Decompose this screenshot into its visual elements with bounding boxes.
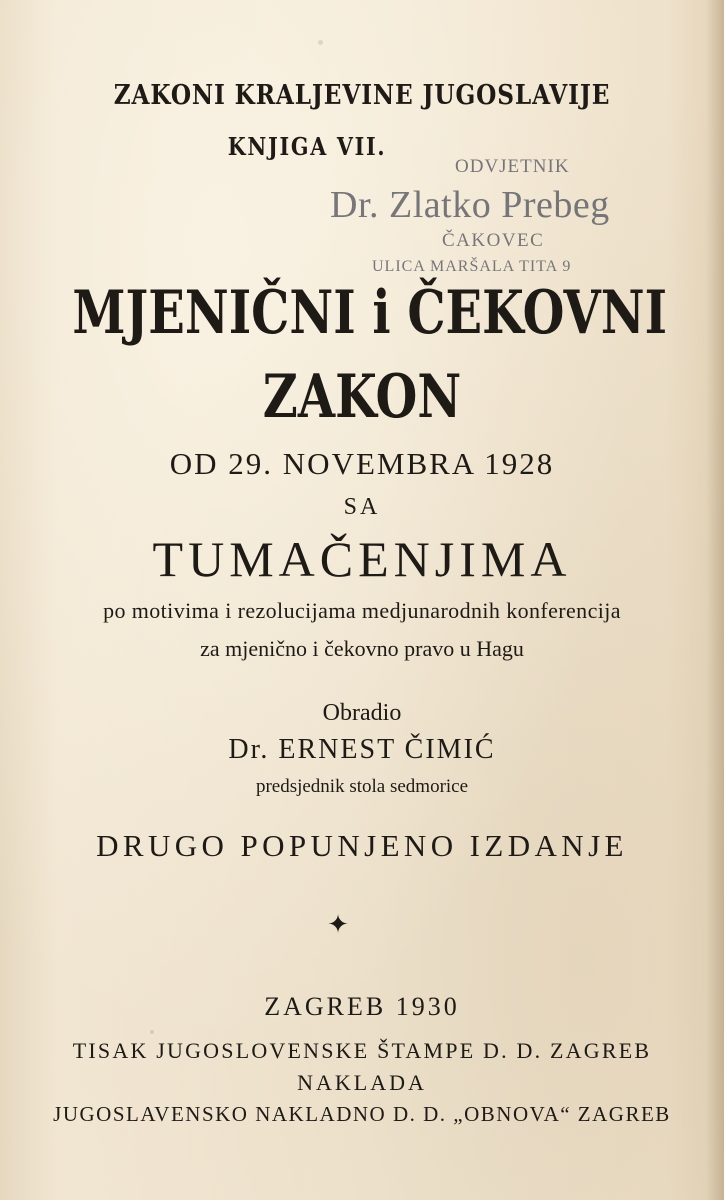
series-title: ZAKONI KRALJEVINE JUGOSLAVIJE [113,80,611,111]
stamp-city: ČAKOVEC [442,230,545,251]
ornament-icon: ✦ [327,910,349,940]
stamp-profession: ODVJETNIK [455,156,570,177]
paper-smudge [318,40,323,45]
publisher-line: JUGOSLAVENSKO NAKLADNO D. D. „OBNOVA“ ZAGREB [53,1102,671,1126]
description-line-1: po motivima i rezolucijama medjunarodnih konferencija [103,598,621,623]
book-title-line-2: ZAKON [262,362,462,432]
subtitle-interpretations: TUMAČENJIMA [152,531,572,587]
volume-number: KNJIGA VII. [227,132,387,161]
law-date: OD 29. NOVEMBRA 1928 [169,446,555,481]
description-line-2: za mjenično i čekovno pravo u Hagu [200,636,524,661]
author-name: Dr. ERNEST ČIMIĆ [228,734,496,765]
with-label: SA [343,494,381,520]
lawyer-stamp [330,150,670,280]
edition-label: DRUGO POPUNJENO IZDANJE [96,828,628,863]
publisher-label: NAKLADA [297,1070,427,1095]
paper-smudge [150,1030,154,1034]
stamp-name: Dr. Zlatko Prebeg [330,184,610,226]
printer-line: TISAK JUGOSLOVENSKE ŠTAMPE D. D. ZAGREB [72,1038,652,1063]
author-role: predsjednik stola sedmorice [255,776,469,797]
book-title-line-1: MJENIČNI i ČEKOVNI [72,278,668,348]
stamp-address: ULICA MARŠALA TITA 9 [372,258,572,275]
place-year: ZAGREB 1930 [264,992,460,1021]
edited-by-label: Obradio [322,700,402,726]
